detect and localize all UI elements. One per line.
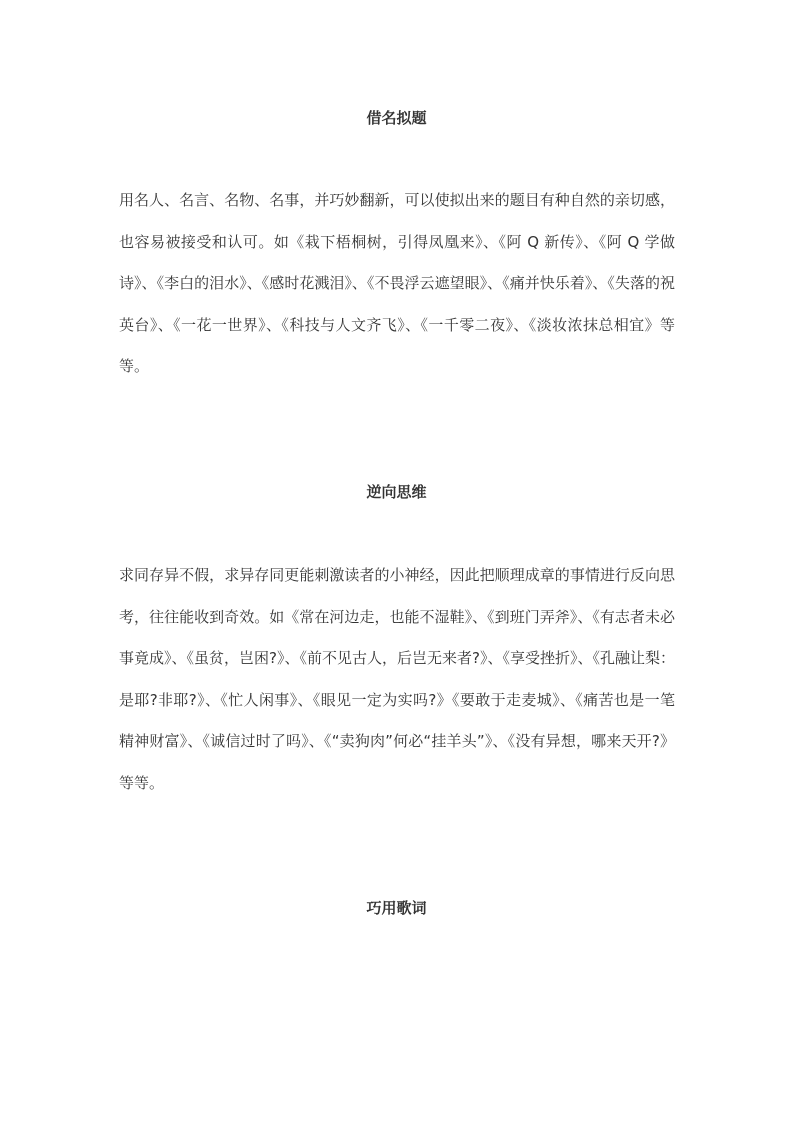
section-heading-reverse-thinking: 逆向思维 xyxy=(366,483,427,501)
section-heading-borrow-names: 借名拟题 xyxy=(366,109,427,127)
section-body-reverse-thinking: 求同存异不假，求异存同更能刺激读者的小神经，因此把顺理成章的事情进行反向思考，往往能收到奇效。如《常在河边走，也能不湿鞋》、《到班门弄斧》、《有志者未必事竟成》、《虽贫，岂困?》、《前不见古人，后岂无来者?》、《享受挫折》、《孔融让梨：是耶?非耶?》、《忙人闲事》、《眼见一定为实吗?》《要敢于走麦城》、《痛苦也是一笔精神财富》、《诚信过时了吗》、《“卖狗肉”何必“挂羊头”》、《没有异想，哪来天开?》等等。 xyxy=(119,566,675,792)
section-heading-use-lyrics: 巧用歌词 xyxy=(366,899,427,917)
section-body-borrow-names: 用名人、名言、名物、名事，并巧妙翻新，可以使拟出来的题目有种自然的亲切感，也容易被接受和认可。如《栽下梧桐树，引得凤凰来》、《阿 Q 新传》、《阿 Q 学做诗》、《李白的泪水》、《感时花溅泪》、《不畏浮云遮望眼》、《痛并快乐着》、《失落的祝英台》、《一花一世界》、《科技与人文齐飞》、《一千零二夜》、《淡妆浓抹总相宜》等等。 xyxy=(119,191,675,375)
